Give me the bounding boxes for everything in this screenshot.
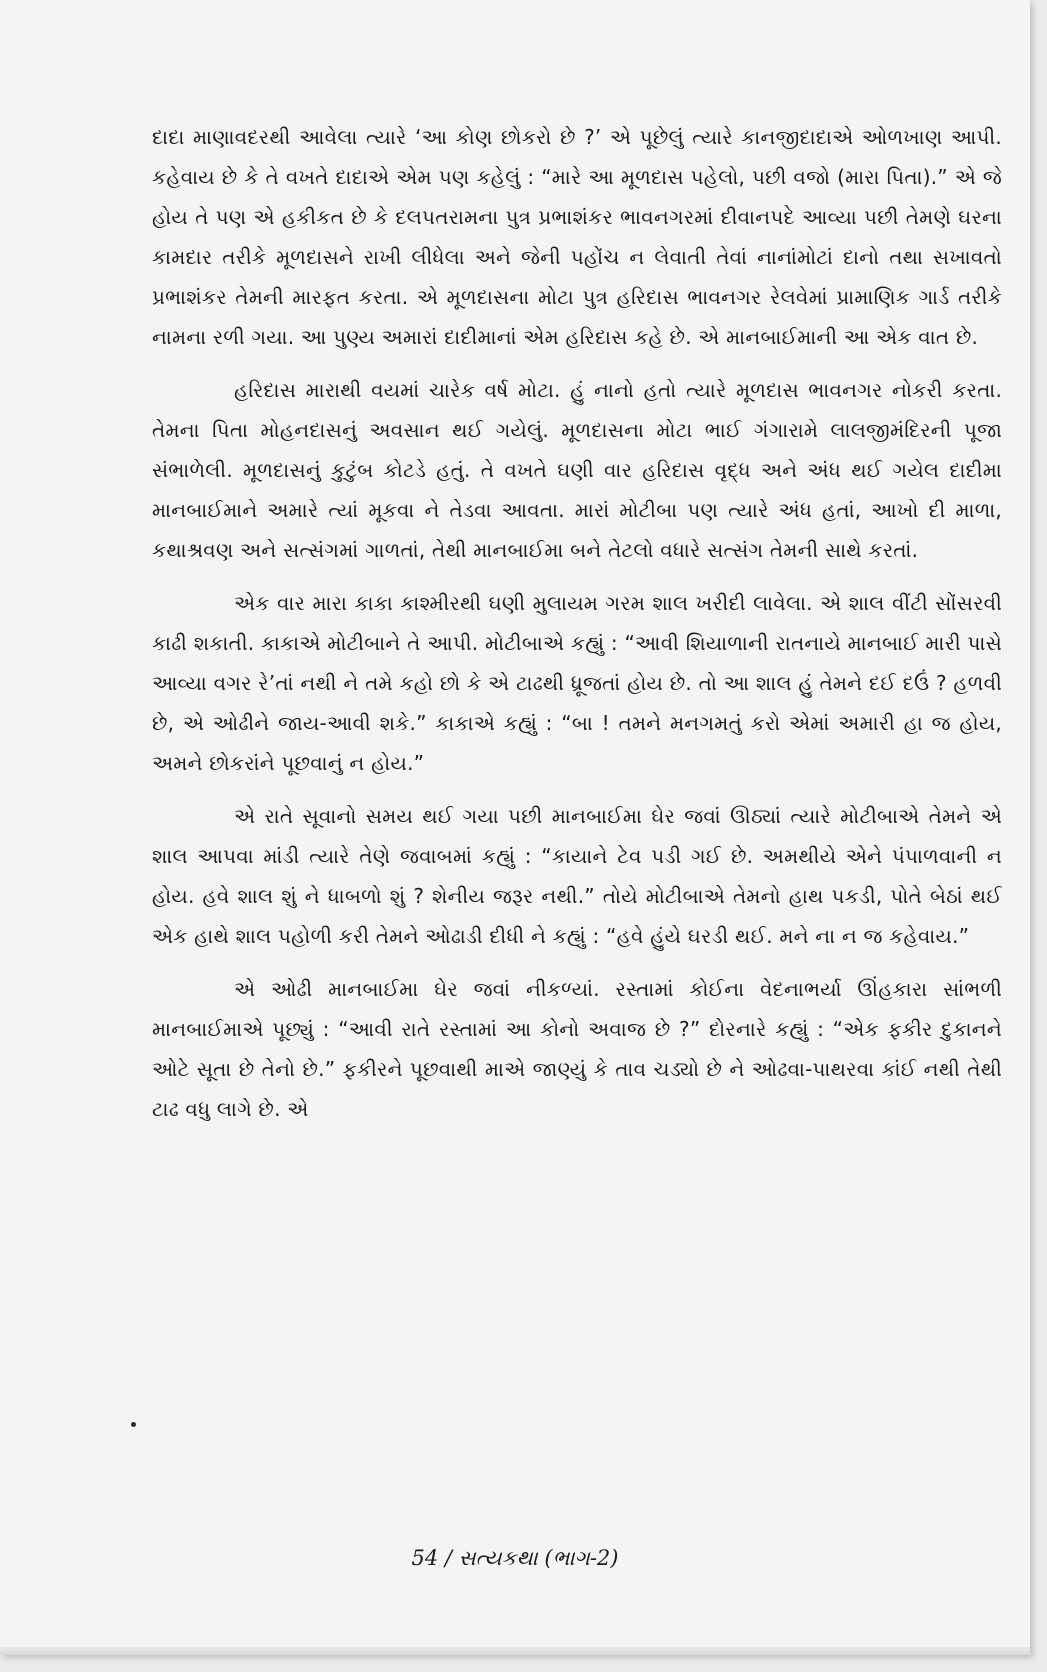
page-footer: 54 / સત્યકથા (ભાગ-2) [411, 1546, 619, 1570]
margin-dot [131, 1422, 136, 1427]
paragraph-5: એ ઓઢી માનબાઈમા ઘેર જવાં નીકળ્યાં. રસ્તામાં કોઈના વેદનાભર્યા ઊંહકારા સાંભળી માનબાઈમાએ પૂછ્યું : “આવી રાતે રસ્તામાં આ કોનો અવાજ છે ?” દોરનારે કહ્યું : “એક ફકીર દુકાનને ઓટે સૂતા છે તેનો છે.” ફકીરને પૂછવાથી માએ જાણ્યું કે તાવ ચડ્યો છે ને ઓઢવા-પાથરવા કાંઈ નથી તેથી ટાઢ વધુ લાગે છે. એ [152, 977, 1002, 1121]
paragraph-2: હરિદાસ મારાથી વયમાં ચારેક વર્ષ મોટા. હું નાનો હતો ત્યારે મૂળદાસ ભાવનગર નોકરી કરતા. તેમના પિતા મોહનદાસનું અવસાન થઈ ગયેલું. મૂળદાસના મોટા ભાઈ ગંગારામે લાલજીમંદિરની પૂજા સંભાળેલી. મૂળદાસનું કુટુંબ કોટડે હતું. તે વખતે ઘણી વાર હરિદાસ વૃદ્ધ અને અંધ થઈ ગયેલ દાદીમા માનબાઈમાને અમારે ત્યાં મૂકવા ને તેડવા આવતા. મારાં મોટીબા પણ ત્યારે અંધ હતાં, આખો દી માળા, કથાશ્રવણ અને સત્સંગમાં ગાળતાં, તેથી માનબાઈમા બને તેટલો વધારે સત્સંગ તેમની સાથે કરતાં. [152, 378, 1002, 562]
paragraph-4: એ રાતે સૂવાનો સમય થઈ ગયા પછી માનબાઈમા ઘેર જવાં ઊઠ્યાં ત્યારે મોટીબાએ તેમને એ શાલ આપવા માંડી ત્યારે તેણે જવાબમાં કહ્યું : “કાયાને ટેવ પડી ગઈ છે. અમથીયે એને પંપાળવાની ન હોય. હવે શાલ શું ને ધાબળો શું ? શેનીય જરૂર નથી.” તોયે મોટીબાએ તેમનો હાથ પકડી, પોતે બેઠાં થઈ એક હાથે શાલ પહોળી કરી તેમને ઓઢાડી દીધી ને કહ્યું : “હવે હુંયે ઘરડી થઈ. મને ના ન જ કહેવાય.” [152, 804, 1002, 948]
paragraph-3: એક વાર મારા કાકા કાશ્મીરથી ઘણી મુલાયમ ગરમ શાલ ખરીદી લાવેલા. એ શાલ વીંટી સોંસરવી કાઢી શકાતી. કાકાએ મોટીબાને તે આપી. મોટીબાએ કહ્યું : “આવી શિયાળાની રાતનાયે માનબાઈ મારી પાસે આવ્યા વગર રે’તાં નથી ને તમે કહો છો કે એ ટાઢથી ધ્રૂજતાં હોય છે. તો આ શાલ હું તેમને દઈ દઉં ? હળવી છે, એ ઓઢીને જાય-આવી શકે.” કાકાએ કહ્યું : “બા ! તમને મનગમતું કરો એમાં અમારી હા જ હોય, અમને છોકરાંને પૂછવાનું ન હોય.” [152, 591, 1002, 775]
page-edge [0, 1647, 1030, 1655]
body-text [152, 117, 1002, 1142]
paragraph-1: દાદા માણાવદરથી આવેલા ત્યારે ‘આ કોણ છોકરો છે ?’ એ પૂછેલું ત્યારે કાનજીદાદાએ ઓળખાણ આપી. કહેવાય છે કે તે વખતે દાદાએ એમ પણ કહેલું : “મારે આ મૂળદાસ પહેલો, પછી વજો (મારા પિતા).” એ જે હોય તે પણ એ હકીકત છે કે દલપતરામના પુત્ર પ્રભાશંકર ભાવનગરમાં દીવાનપદે આવ્યા પછી તેમણે ઘરના કામદાર તરીકે મૂળદાસને રાખી લીધેલા અને જેની પહોંચ ન લેવાતી તેવાં નાનાંમોટાં દાનો તથા સખાવતો પ્રભાશંકર તેમની મારફત કરતા. એ મૂળદાસના મોટા પુત્ર હરિદાસ ભાવનગર રેલવેમાં પ્રામાણિક ગાર્ડ તરીકે નામના રળી ગયા. આ પુણ્ય અમારાં દાદીમાનાં એમ હરિદાસ કહે છે. એ માનબાઈમાની આ એક વાત છે. [152, 125, 1002, 349]
